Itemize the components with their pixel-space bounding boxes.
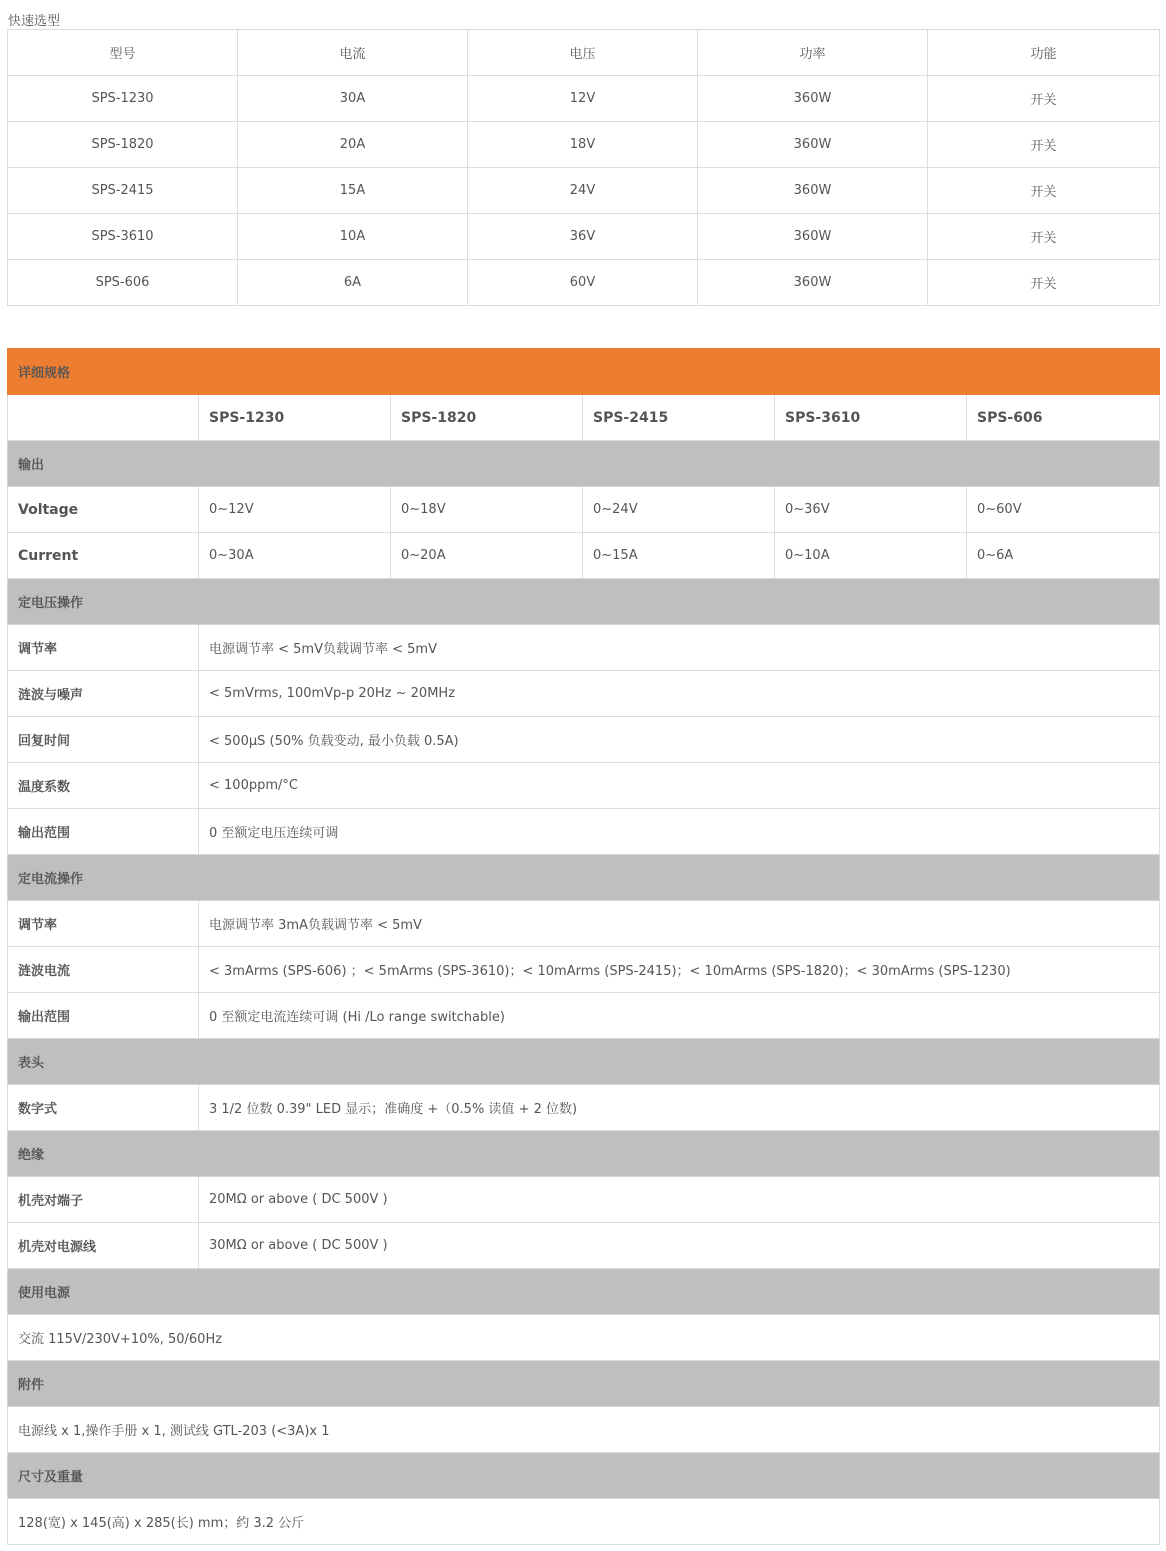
section-title: 尺寸及重量 (8, 1453, 1160, 1499)
table-row (8, 901, 1160, 947)
table-row (8, 1407, 1160, 1453)
table-cell: 15A (238, 168, 468, 214)
row-value: 30MΩ or above ( DC 500V ) (199, 1223, 1160, 1269)
table-cell: SPS-2415 (8, 168, 238, 214)
section-title: 表头 (8, 1039, 1160, 1085)
table-row (8, 1223, 1160, 1269)
row-label: 机壳对端子 (8, 1177, 199, 1223)
table-row (8, 947, 1160, 993)
table-cell: SPS-3610 (8, 214, 238, 260)
table-cell: 360W (698, 214, 928, 260)
table-cell: 0~10A (775, 533, 967, 579)
table-cell: 0~15A (583, 533, 775, 579)
table-cell: SPS-606 (8, 260, 238, 306)
model-name: SPS-1230 (199, 395, 391, 441)
table-row (8, 1499, 1160, 1545)
table-row (8, 717, 1160, 763)
table-cell: 20A (238, 122, 468, 168)
table-row (8, 1315, 1160, 1361)
row-value: < 100ppm/°C (199, 763, 1160, 809)
table-cell: 60V (468, 260, 698, 306)
table-cell: 开关 (928, 122, 1160, 168)
table-cell: SPS-1230 (8, 76, 238, 122)
table-cell: 0~18V (391, 487, 583, 533)
quick-select-title: 快速选型 (8, 14, 61, 29)
table-row (8, 1177, 1160, 1223)
table-row (8, 671, 1160, 717)
table-row (8, 533, 1160, 579)
header-model: 型号 (8, 30, 238, 76)
table-row (8, 76, 1160, 122)
table-cell: 0~30A (199, 533, 391, 579)
section-title: 使用电源 (8, 1269, 1160, 1315)
row-label: 输出范围 (8, 993, 199, 1039)
row-label: 调节率 (8, 901, 199, 947)
section-title: 定电压操作 (8, 579, 1160, 625)
row-value: 20MΩ or above ( DC 500V ) (199, 1177, 1160, 1223)
table-cell: 6A (238, 260, 468, 306)
table-cell: 30A (238, 76, 468, 122)
model-name: SPS-2415 (583, 395, 775, 441)
row-value: 0 至额定电流连续可调 (Hi /Lo range switchable) (199, 993, 1160, 1039)
table-row (8, 993, 1160, 1039)
empty-cell (8, 395, 199, 441)
table-cell: 0~20A (391, 533, 583, 579)
table-row (8, 122, 1160, 168)
row-label: Voltage (8, 487, 199, 533)
table-row (8, 168, 1160, 214)
model-name: SPS-1820 (391, 395, 583, 441)
table-row (8, 1085, 1160, 1131)
row-value: < 3mArms (SPS-606) ；< 5mArms (SPS-3610)；< 10mArms (SPS-2415)；< 10mArms (SPS-1820)；< 30mArms (SPS-1230) (199, 947, 1160, 993)
row-label: 输出范围 (8, 809, 199, 855)
table-cell: SPS-1820 (8, 122, 238, 168)
table-cell: 360W (698, 76, 928, 122)
row-value: < 5mVrms, 100mVp-p 20Hz ~ 20MHz (199, 671, 1160, 717)
model-name: SPS-606 (967, 395, 1160, 441)
table-cell: 18V (468, 122, 698, 168)
table-row (8, 487, 1160, 533)
table-cell: 0~6A (967, 533, 1160, 579)
section-row-insulation (8, 1131, 1160, 1177)
section-title: 输出 (8, 441, 1160, 487)
model-name: SPS-3610 (775, 395, 967, 441)
quick-select-table (7, 29, 1160, 306)
row-label: 回复时间 (8, 717, 199, 763)
header-current: 电流 (238, 30, 468, 76)
row-value: < 500μS (50% 负载变动, 最小负载 0.5A) (199, 717, 1160, 763)
row-label: 机壳对电源线 (8, 1223, 199, 1269)
table-cell: 10A (238, 214, 468, 260)
row-value: 交流 115V/230V+10%, 50/60Hz (8, 1315, 1160, 1361)
row-value: 128(宽) x 145(高) x 285(长) mm；约 3.2 公斤 (8, 1499, 1160, 1545)
table-cell: 0~12V (199, 487, 391, 533)
table-cell: 360W (698, 168, 928, 214)
header-function: 功能 (928, 30, 1160, 76)
table-cell: 12V (468, 76, 698, 122)
section-title: 绝缘 (8, 1131, 1160, 1177)
row-label: 涟波与噪声 (8, 671, 199, 717)
section-title: 定电流操作 (8, 855, 1160, 901)
table-cell: 0~60V (967, 487, 1160, 533)
spec-title-row (8, 349, 1160, 395)
table-row (8, 763, 1160, 809)
model-header-row (8, 395, 1160, 441)
table-cell: 开关 (928, 76, 1160, 122)
row-label: 温度系数 (8, 763, 199, 809)
header-voltage: 电压 (468, 30, 698, 76)
section-row-cv (8, 579, 1160, 625)
section-row-power (8, 1269, 1160, 1315)
table-cell: 0~36V (775, 487, 967, 533)
row-value: 电源调节率 3mA负载调节率 < 5mV (199, 901, 1160, 947)
table-cell: 0~24V (583, 487, 775, 533)
table-header-row (8, 30, 1160, 76)
section-row-accessories (8, 1361, 1160, 1407)
header-power: 功率 (698, 30, 928, 76)
table-cell: 开关 (928, 168, 1160, 214)
table-row (8, 260, 1160, 306)
section-row-dimensions (8, 1453, 1160, 1499)
table-cell: 开关 (928, 260, 1160, 306)
table-row (8, 625, 1160, 671)
table-cell: 36V (468, 214, 698, 260)
section-row-meter (8, 1039, 1160, 1085)
row-label: 调节率 (8, 625, 199, 671)
table-cell: 开关 (928, 214, 1160, 260)
section-row-cc (8, 855, 1160, 901)
table-cell: 360W (698, 122, 928, 168)
table-cell: 24V (468, 168, 698, 214)
row-value: 3 1/2 位数 0.39" LED 显示；准确度 +（0.5% 读值 + 2 位数) (199, 1085, 1160, 1131)
row-value: 电源调节率 < 5mV负载调节率 < 5mV (199, 625, 1160, 671)
row-value: 0 至额定电压连续可调 (199, 809, 1160, 855)
table-row (8, 214, 1160, 260)
row-label: 数字式 (8, 1085, 199, 1131)
row-label: 涟波电流 (8, 947, 199, 993)
row-value: 电源线 x 1,操作手册 x 1, 测试线 GTL-203 (<3A)x 1 (8, 1407, 1160, 1453)
detailed-spec-table (7, 348, 1160, 1545)
table-cell: 360W (698, 260, 928, 306)
table-row (8, 809, 1160, 855)
section-row-output (8, 441, 1160, 487)
section-title: 附件 (8, 1361, 1160, 1407)
row-label: Current (8, 533, 199, 579)
spec-title: 详细规格 (8, 349, 1160, 395)
